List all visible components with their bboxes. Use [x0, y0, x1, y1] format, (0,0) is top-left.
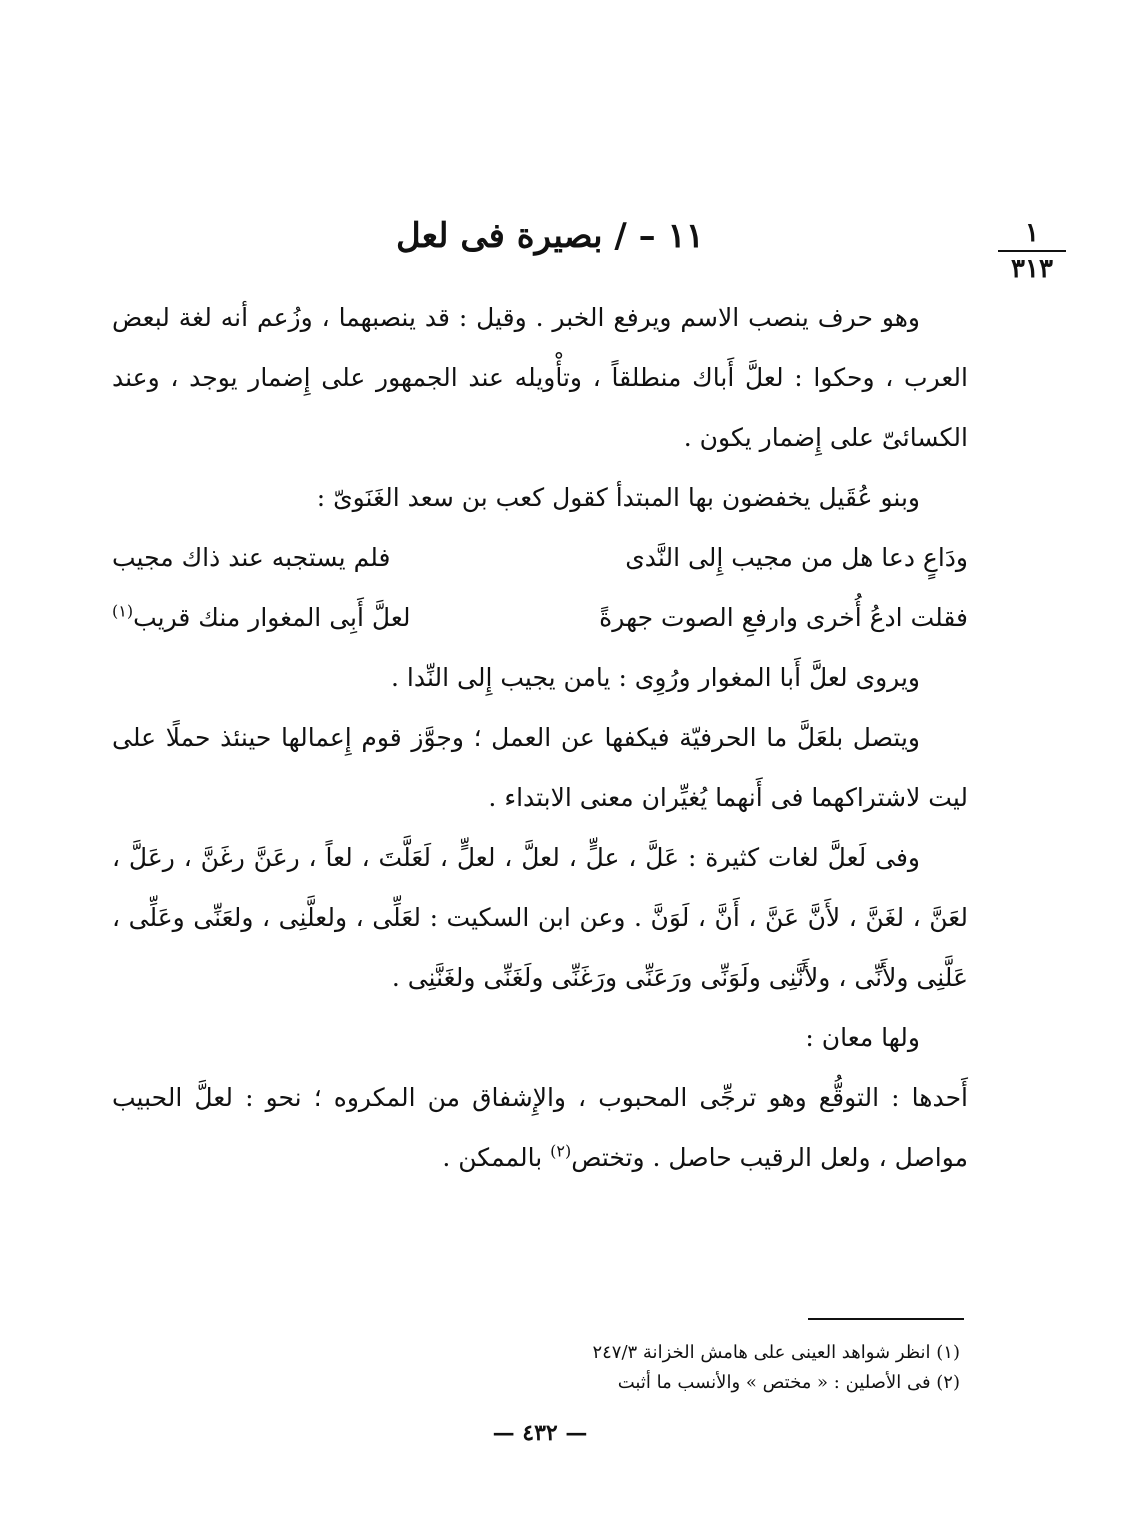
footnote-divider: [808, 1318, 964, 1320]
verse-1-second-hemistich: [112, 528, 532, 588]
margin-reference-bottom: ٣١٣: [1011, 254, 1053, 284]
paragraph-7-text-a: أَحدها : التوقُّع وهو ترجِّى المحبوب ، والإِشفاق من المكروه ؛ نحو : لعلَّ الحبيب مواصل ، ولعل الرقيب حاصل . وتختص: [112, 1083, 968, 1172]
footnote-ref-2: (٢): [550, 1141, 572, 1161]
footnote-1: (١) انظر شواهد العينى على هامش الخزانة ٢٤٧/٣: [592, 1342, 960, 1363]
paragraph-1: وهو حرف ينصب الاسم ويرفع الخبر . وقيل : قد ينصبهما ، وزُعم أنه لغة لبعض العرب ، وحكوا : لعلَّ أَباك منطلقاً ، وتأْويله عند الجمهور على إِضمار يوجد ، وعند الكسائىّ على إِضمار يكون .: [112, 303, 968, 452]
footnotes: [450, 1338, 960, 1398]
paragraph-6: ولها معان :: [805, 1023, 920, 1052]
margin-reference-top: ١: [1025, 218, 1039, 248]
verse-2-second-text: لعلَّ أَبِى المغوار منك قريب: [133, 603, 411, 632]
verse-1-first-hemistich: ودَاعٍ دعا هل من مجيب إِلى النَّدى: [625, 543, 968, 572]
margin-reference-rule: [998, 250, 1066, 252]
body-text: [112, 288, 968, 1188]
page-number: — ٤٣٢ —: [492, 1420, 588, 1446]
verse-1: [112, 528, 968, 588]
paragraph-5: وفى لَعلَّ لغات كثيرة : عَلَّ ، علٍّ ، لعلَّ ، لعلٍّ ، لَعَلَّتَ ، لعاً ، رعَنَّ رغَنَّ ، رعَلَّ ، لعَنَّ ، لغَنَّ ، لأَنَّ عَنَّ ، أَنَّ ، لَوَنَّ . وعن ابن السكيت : لعَلِّى ، ولعلَّنِى ، ولعَنِّى وعَلِّى ، عَلَّنِى ولأَنِّى ، ولأَنَّنِى ولَوَنِّى ورَعَنِّى ورَغَنِّى ولَغَنِّى ولغَنَّنِى .: [112, 843, 968, 992]
paragraph-7: [112, 1068, 968, 1188]
paragraph-4: ويتصل بلعَلَّ ما الحرفيّة فيكفها عن العمل ؛ وجوَّز قوم إِعمالها حينئذ حملًا على ليت لاشتراكهما فى أَنهما يُغيِّران معنى الابتداء .: [112, 723, 968, 812]
footnote-ref-1: (١): [112, 601, 134, 621]
paragraph-2: وبنو عُقَيل يخفضون بها المبتدأ كقول كعب بن سعد الغَنَوىّ :: [316, 483, 920, 512]
margin-reference: [992, 218, 1072, 284]
chapter-heading: ١١ – / بصيرة فى لعل: [395, 216, 705, 256]
verse-2: [112, 588, 968, 648]
verse-2-second-hemistich: [112, 588, 532, 648]
paragraph-3: ويروى لعلَّ أَبا المغوار ورُوِى : يامن يجيب إِلى النِّدا .: [391, 663, 920, 692]
verse-2-first-hemistich: فقلت ادعُ أُخرى وارفعِ الصوت جهرةً: [599, 603, 968, 632]
verse-1-second-text: فلم يستجبه عند ذاك مجيب: [112, 543, 391, 572]
footnote-2: (٢) فى الأصلين : « مختص » والأنسب ما أثبت: [617, 1372, 960, 1393]
paragraph-7-text-b: بالممكن .: [442, 1143, 551, 1172]
